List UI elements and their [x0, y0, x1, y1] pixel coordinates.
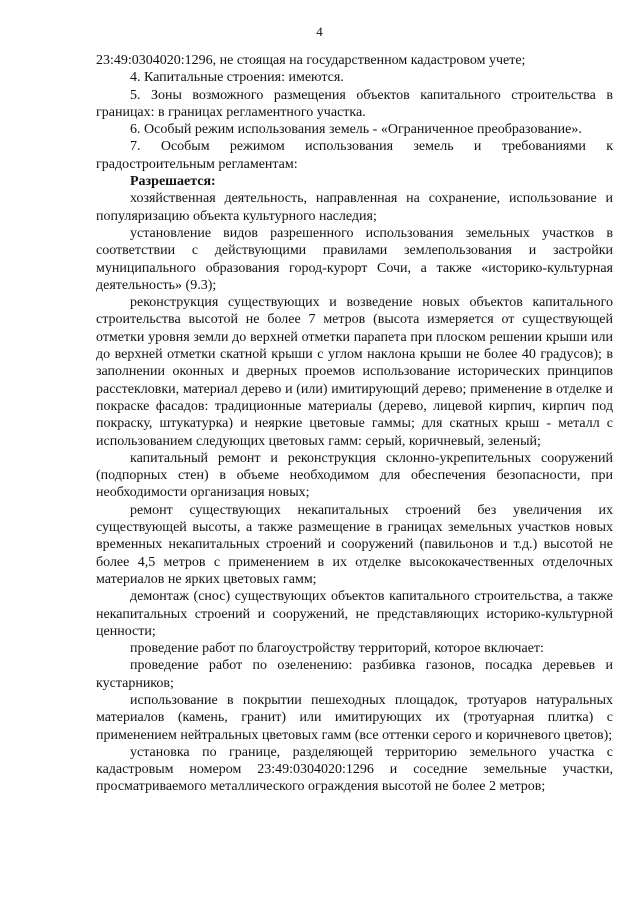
- paragraph-cadastral-continuation: 23:49:0304020:1296, не стоящая на государственном кадастровом учете;: [96, 53, 526, 68]
- paragraph-greening: проведение работ по озеленению: разбивка газонов, посадка деревьев и кустарников;: [96, 658, 613, 691]
- paragraph-economic-activity: хозяйственная деятельность, направленная на сохранение, использование и популяризацию объекта культурного наследия;: [96, 191, 613, 224]
- paragraph-regime-requirements: 7. Особым режимом использования земель и требованиями к градостроительным регламентам:: [96, 139, 613, 172]
- page-number: 4: [316, 24, 323, 39]
- paragraph-boundary-fence: установка по границе, разделяющей территорию земельного участка с кадастровым номером 23:49:0304020:1296 и соседние земельные участки, просматриваемого металлического ограждения высотой не более 2 метров;: [96, 744, 613, 795]
- paragraph-placement-zones: 5. Зоны возможного размещения объектов капитального строительства в границах: в границах регламентного участка.: [96, 87, 613, 120]
- paragraph-reconstruction: реконструкция существующих и возведение новых объектов капитального строительства высотой не более 7 метров (высота измеряется от существующей отметки уровня земли до верхней отметки парапета при плоском решении крыши или до верхней отметки скатной крыши с углом наклона крыши не более 40 градусов); в заполнении оконных и дверных проемов использование исторических принципов расстекловки, материал дерево и (или) имитирующий дерево; применение в отделке и покраске фасадов: традиционные материалы (дерево, лицевой кирпич, кирпич под покраску, штукатурка) и неяркие цветовые гаммы; для скатных крыш - металл с использованием следующих цветовых гамм: серый, коричневый, зеленый;: [96, 295, 613, 449]
- paragraph-demolition: демонтаж (снос) существующих объектов капитального строительства, а также некапитальных строений и сооружений, не представляющих историко-культурной ценности;: [96, 589, 613, 639]
- paragraph-retaining-walls: капитальный ремонт и реконструкция склонно-укрепительных сооружений (подпорных стен) в объеме необходимом для обеспечения безопасности, при необходимости организация новых;: [96, 450, 613, 501]
- paragraph-special-land-use-regime: 6. Особый режим использования земель - «Ограниченное преобразование».: [130, 122, 582, 138]
- paragraph-temporary-structures: ремонт существующих некапитальных строений без увеличения их существующей высоты, а также размещение в границах земельных участков новых временных некапитальных строений и сооружений (павильонов и т.д.) высотой не более 4,5 метров с применением в их отделке высококачественных отделочных материалов не ярких цветовых гамм;: [96, 502, 613, 587]
- permitted-heading: Разрешается:: [130, 174, 216, 190]
- paragraph-landscaping-works: проведение работ по благоустройству территорий, которое включает:: [130, 641, 544, 657]
- document-body: [96, 52, 613, 796]
- paragraph-paving-materials: использование в покрытии пешеходных площадок, тротуаров натуральных материалов (камень, гранит) или имитирующих их (тротуарная плитка) с применением нейтральных цветовых гамм (все оттенки серого и коричневого цветов);: [96, 692, 613, 743]
- paragraph-permitted-use-types: установление видов разрешенного использования земельных участков в соответствии с действующими правилами землепользования и застройки муниципального образования город-курорт Сочи, а также «историко-культурная деятельность» (9.3);: [96, 225, 613, 293]
- paragraph-capital-buildings: 4. Капитальные строения: имеются.: [130, 70, 344, 86]
